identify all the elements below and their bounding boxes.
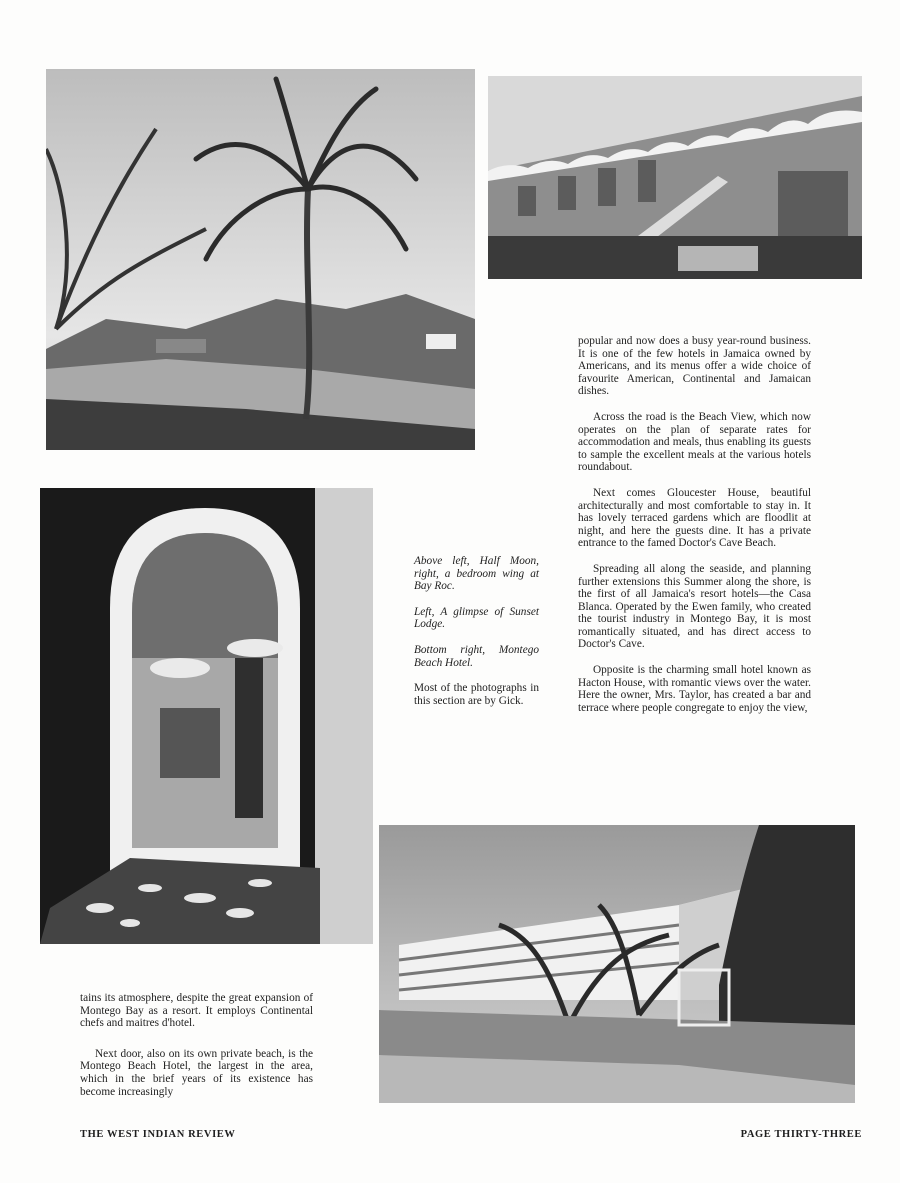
page-number: PAGE THIRTY-THREE: [740, 1129, 862, 1140]
photo-credit: Most of the photographs in this section are by Gick.: [414, 682, 539, 707]
photo-captions: [414, 555, 539, 720]
paragraph: tains its atmosphere, despite the great expansion of Montego Bay as a resort. It employs Continental chefs and maitres d'hotel.: [80, 992, 313, 1030]
paragraph: Spreading all along the seaside, and planning further extensions this Summer along the shore, is the first of all Jamaica's resort hotels—the Casa Blanca. Operated by the Ewen family, who created the tourist industry in Montego Bay, it is most romantically situated, and has direct access to Doctor's Cave.: [578, 562, 811, 651]
left-article-column: [80, 992, 313, 1111]
paragraph: Next door, also on its own private beach, is the Montego Beach Hotel, the largest in the area, which in the brief years of its existence has become increasingly: [80, 1047, 313, 1098]
paragraph: popular and now does a busy year-round business. It is one of the few hotels in Jamaica owned by Americans, and its menus offer a wide choice of favourite American, Continental and Jamaican dishes.: [578, 335, 811, 398]
photo-bay-roc: [488, 76, 862, 279]
photo-montego-beach-hotel: [379, 825, 855, 1103]
paragraph: Across the road is the Beach View, which now operates on the plan of separate rates for accommodation and meals, thus enabling its guests to sample the excellent meals at the various hotels roundabout.: [578, 410, 811, 474]
caption-montego-beach: Bottom right, Montego Beach Hotel.: [414, 643, 539, 669]
caption-top-photos: Above left, Half Moon, right, a bedroom wing at Bay Roc.: [414, 555, 539, 593]
caption-sunset-lodge: Left, A glimpse of Sunset Lodge.: [414, 605, 539, 631]
photo-sunset-lodge: [40, 488, 373, 944]
right-article-column: [578, 335, 811, 727]
photo-half-moon: [46, 69, 475, 450]
paragraph: Opposite is the charming small hotel known as Hacton House, with romantic views over the water. Here the owner, Mrs. Taylor, has created a bar and terrace where people congregate to enjoy the view,: [578, 664, 811, 714]
paragraph: Next comes Gloucester House, beautiful architecturally and most comfortable to stay in. It has lovely terraced gardens which are floodlit at night, and here the guests dine. It has a private entrance to the famed Doctor's Cave Beach.: [578, 486, 811, 550]
publication-name: THE WEST INDIAN REVIEW: [80, 1129, 236, 1140]
